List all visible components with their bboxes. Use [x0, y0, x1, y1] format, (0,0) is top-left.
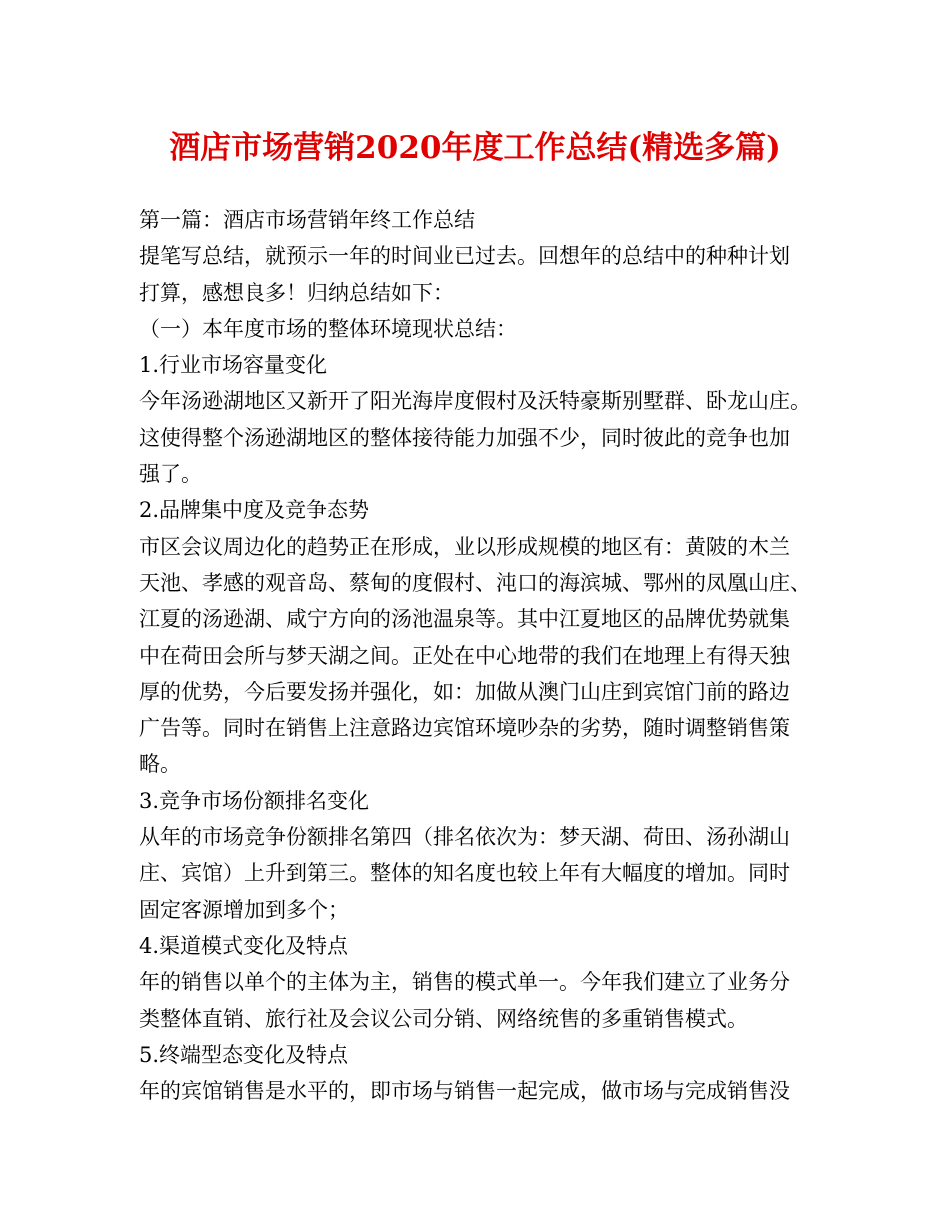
- document-title: 酒店市场营销2020年度工作总结(精选多篇): [169, 130, 781, 166]
- paragraph-line: 广告等。同时在销售上注意路边宾馆环境吵杂的劣势，随时调整销售策: [139, 716, 790, 741]
- subsection-heading: 3.竞争市场份额排名变化: [139, 788, 370, 813]
- paragraph-line: 强了。: [139, 462, 202, 487]
- paragraph-line: 厚的优势，今后要发扬并强化，如：加做从澳门山庄到宾馆门前的路边: [139, 679, 790, 704]
- paragraph-line: 打算，感想良多！归纳总结如下：: [139, 280, 454, 305]
- paragraph-line: 年的销售以单个的主体为主，销售的模式单一。今年我们建立了业务分: [139, 970, 790, 995]
- section-heading: （一）本年度市场的整体环境现状总结：: [139, 316, 517, 341]
- paragraph-line: 固定客源增加到多个；: [139, 897, 349, 922]
- document-body: [139, 202, 829, 1109]
- paragraph-line: 从年的市场竞争份额排名第四（排名依次为：梦天湖、荷田、汤孙湖山: [139, 825, 790, 850]
- paragraph-line: 今年汤逊湖地区又新开了阳光海岸度假村及沃特豪斯别墅群、卧龙山庄。: [139, 389, 811, 414]
- paragraph-line: 提笔写总结，就预示一年的时间业已过去。回想年的总结中的种种计划: [139, 244, 790, 269]
- subsection-heading: 5.终端型态变化及特点: [139, 1042, 349, 1067]
- heading-part-one: 第一篇：酒店市场营销年终工作总结: [139, 208, 475, 232]
- paragraph-line: 略。: [139, 752, 181, 777]
- paragraph-line: 天池、孝感的观音岛、蔡甸的度假村、沌口的海滨城、鄂州的凤凰山庄、: [139, 570, 811, 595]
- paragraph-line: 市区会议周边化的趋势正在形成，业以形成规模的地区有：黄陂的木兰: [139, 534, 790, 559]
- paragraph-line: 江夏的汤逊湖、咸宁方向的汤池温泉等。其中江夏地区的品牌优势就集: [139, 607, 790, 632]
- paragraph-line: 年的宾馆销售是水平的，即市场与销售一起完成，做市场与完成销售没: [139, 1079, 790, 1104]
- subsection-heading: 4.渠道模式变化及特点: [139, 933, 349, 958]
- paragraph-line: 类整体直销、旅行社及会议公司分销、网络统售的多重销售模式。: [139, 1006, 748, 1031]
- subsection-heading: 1.行业市场容量变化: [139, 353, 328, 378]
- subsection-heading: 2.品牌集中度及竞争态势: [139, 498, 370, 523]
- paragraph-line: 中在荷田会所与梦天湖之间。正处在中心地带的我们在地理上有得天独: [139, 643, 790, 668]
- paragraph-line: 这使得整个汤逊湖地区的整体接待能力加强不少，同时彼此的竞争也加: [139, 425, 790, 450]
- paragraph-line: 庄、宾馆）上升到第三。整体的知名度也较上年有大幅度的增加。同时: [139, 861, 790, 886]
